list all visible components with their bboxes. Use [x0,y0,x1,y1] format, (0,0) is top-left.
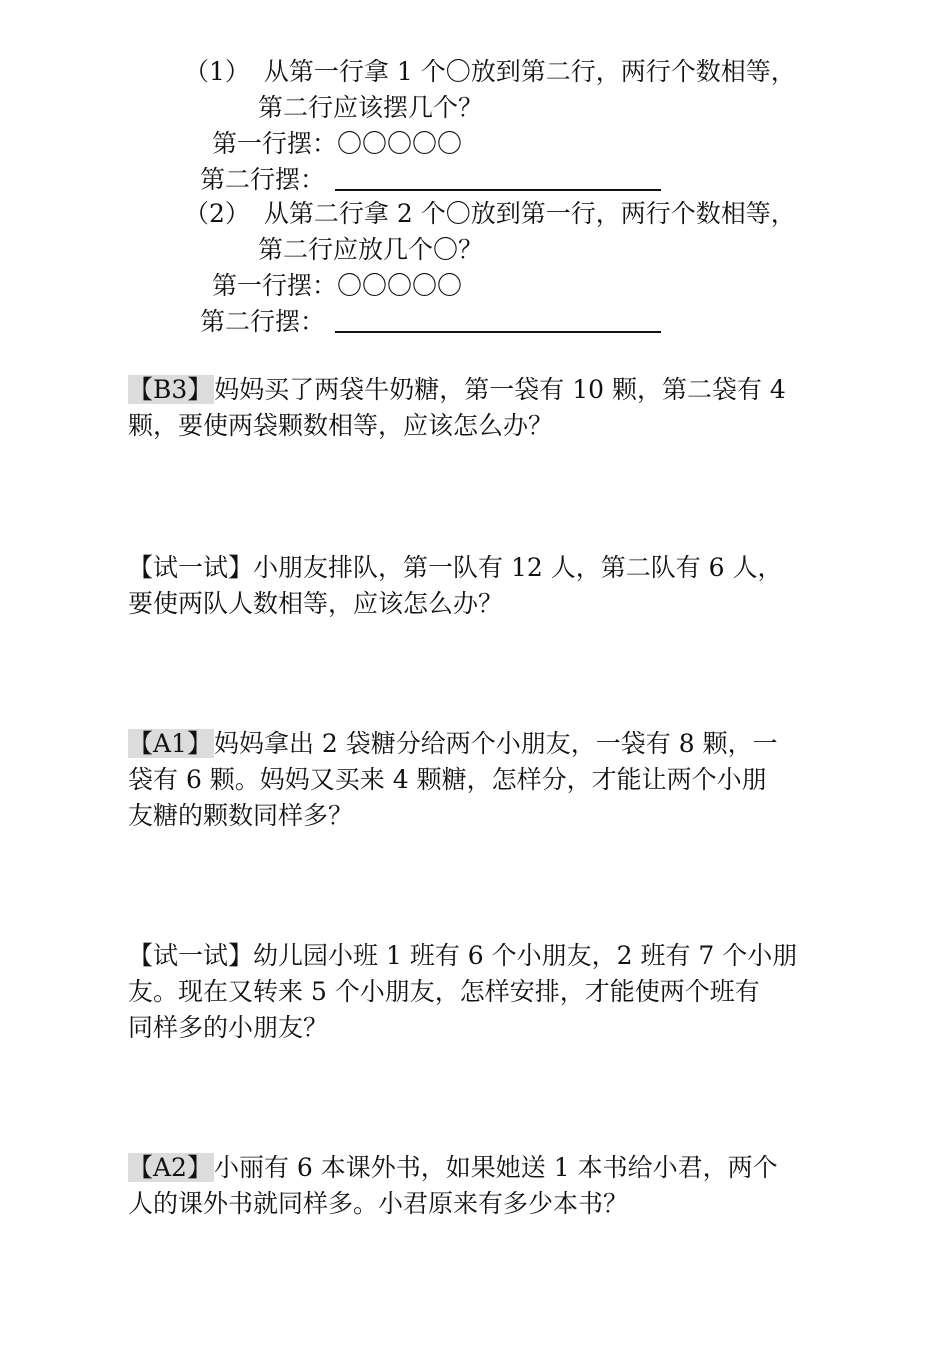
problem-a2-line1 [128,1150,778,1186]
problem-a1-tag: 【A1】 [128,729,212,758]
try2-text-line3: 同样多的小朋友？ [128,1013,329,1042]
problem-b3-text-line2: 颗，要使两袋颗数相等，应该怎么办？ [128,411,554,440]
q1-answer-blank[interactable] [335,189,661,191]
problem-a1-line1 [128,726,778,762]
q2-row1 [212,268,462,304]
q1-row2-label: 第二行摆： [200,165,326,194]
problem-a2-text-line1: 小丽有 6 本课外书，如果她送 1 本书给小君，两个 [213,1153,778,1182]
q1-line1 [184,54,796,90]
q2-number: （2） [184,199,250,228]
q2-line1 [184,196,796,232]
problem-a1-text-line1: 妈妈拿出 2 袋糖分给两个小朋友，一袋有 8 颗，一 [213,729,778,758]
problem-b3-text-line1: 妈妈买了两袋牛奶糖，第一袋有 10 颗，第二袋有 4 [214,375,786,404]
try2-tag: 【试一试】 [128,941,254,970]
q2-text-line1: 从第二行拿 2 个〇放到第一行，两行个数相等， [263,199,796,228]
problem-a2-tag: 【A2】 [128,1153,212,1182]
problem-a2-text-line2: 人的课外书就同样多。小君原来有多少本书？ [128,1189,629,1218]
q1-row1 [212,126,462,162]
q1-row1-label: 第一行摆： [212,129,338,158]
problem-a1-text-line2: 袋有 6 颗。妈妈又买来 4 颗糖，怎样分，才能让两个小朋 [128,765,767,794]
problem-a1-text-line3: 友糖的颗数同样多？ [128,801,354,830]
try2-text-line2: 友。现在又转来 5 个小朋友，怎样安排，才能使两个班有 [128,977,760,1006]
try2-line1 [128,938,797,974]
try2-text-line1: 幼儿园小班 1 班有 6 个小朋友，2 班有 7 个小朋 [253,941,798,970]
q2-text-line2: 第二行应放几个〇？ [258,235,484,264]
q1-text-line2: 第二行应该摆几个？ [258,93,484,122]
q1-row1-circles: 〇〇〇〇〇 [337,129,463,158]
q1-text-line1: 从第一行拿 1 个〇放到第二行，两行个数相等， [263,57,796,86]
try1-text-line1: 小朋友排队，第一队有 12 人，第二队有 6 人， [253,553,783,582]
problem-b3-tag: 【B3】 [128,375,213,404]
try1-line1 [128,550,783,586]
q2-row2-label: 第二行摆： [200,307,326,336]
q2-answer-blank[interactable] [335,331,661,333]
problem-b3-line1 [128,372,786,408]
try1-tag: 【试一试】 [128,553,254,582]
q2-row1-circles: 〇〇〇〇〇 [337,271,463,300]
try1-text-line2: 要使两队人数相等，应该怎么办？ [128,589,504,618]
q1-number: （1） [184,57,250,86]
q2-row1-label: 第一行摆： [212,271,338,300]
